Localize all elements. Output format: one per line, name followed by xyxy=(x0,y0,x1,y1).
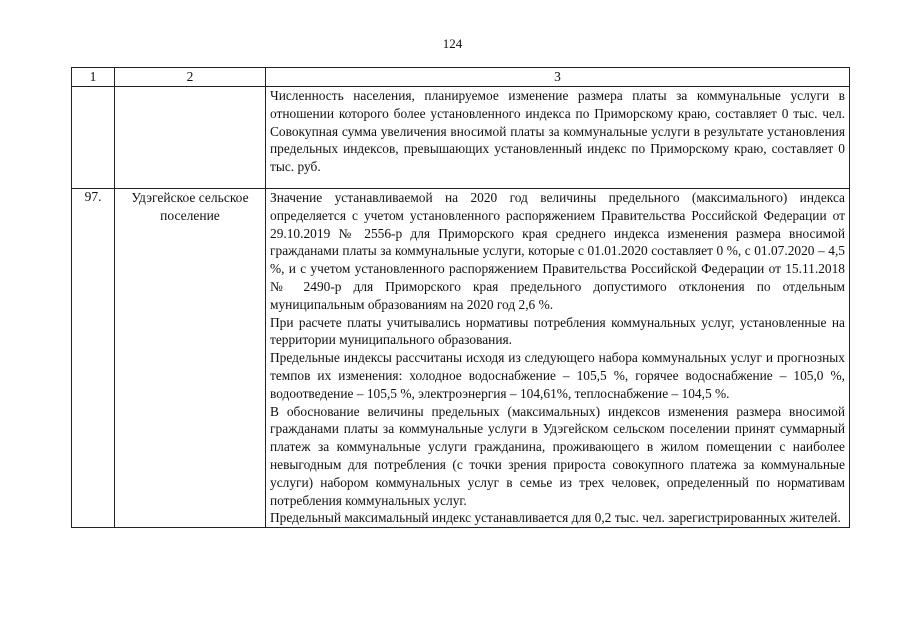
paragraph: При расчете платы учитывались нормативы потребления коммунальных услуг, установленные на территории муниципального образования. xyxy=(270,314,845,348)
table-row-97 xyxy=(72,188,850,527)
settlement-name-cell xyxy=(115,87,266,189)
description-cell xyxy=(266,87,850,189)
page-number: 124 xyxy=(442,36,463,51)
paragraph: Предельные индексы рассчитаны исходя из следующего набора коммунальных услуг и прогнозных темпов их изменения: холодное водоснабжение – 105,5 %, горячее водоснабжение – 105,0 %, водоотведение – 105,5 %, электроэнергия – 104,61%, теплоснабжение – 104,5 %. xyxy=(270,350,845,401)
paragraph: Предельный максимальный индекс устанавливается для 0,2 тыс. чел. зарегистрированных жителей. xyxy=(270,510,841,526)
header-col-1: 1 xyxy=(72,68,115,87)
header-col-2: 2 xyxy=(115,68,266,87)
header-col-3: 3 xyxy=(266,68,850,87)
table-row-continued xyxy=(72,87,850,189)
table-header-row xyxy=(72,68,850,87)
paragraph: В обоснование величины предельных (максимальных) индексов изменения размера вносимой гражданами платы за коммунальные услуги в Удэгейском сельском поселении принят суммарный платеж за коммунальные услуги гражданина, проживающего в жилом помещении с наиболее невыгодным для потребления (с точки зрения прироста совокупного платежа за коммунальные услуги) набором коммунальных услуг в семье из трех человек, определенный по нормативам потребления коммунальных услуг. xyxy=(270,403,845,508)
description-cell xyxy=(266,188,850,527)
row-number-cell xyxy=(72,87,115,189)
settlement-name-cell: Удэгейское сельское поселение xyxy=(115,188,266,527)
paragraph: Численность населения, планируемое изменение размера платы за коммунальные услуги в отношении которого более установленного индекса по Приморскому краю, составляет 0 тыс. чел. Совокупная сумма увеличения вносимой платы за коммунальные услуги в результате установления предельных индексов, превышающих установленный индекс по Приморскому краю, составляет 0 тыс. руб. xyxy=(270,88,845,175)
row-number-cell: 97. xyxy=(72,188,115,527)
document-table xyxy=(71,67,850,528)
paragraph: Значение устанавливаемой на 2020 год величины предельного (максимального) индекса определяется с учетом установленного распоряжением Правительства Российской Федерации от 29.10.2019 № 2556-р для Приморского края среднего индекса изменения размера вносимой гражданами платы за коммунальные услуги, которые с 01.01.2020 составляет 0 %, с 01.07.2020 – 4,5 %, и с учетом установленного распоряжением Правительства Российской Федерации от 15.11.2018 № 2490-р для Приморского края предельного допустимого отклонения по отдельным муниципальным образованиям на 2020 год 2,6 %. xyxy=(270,189,845,312)
